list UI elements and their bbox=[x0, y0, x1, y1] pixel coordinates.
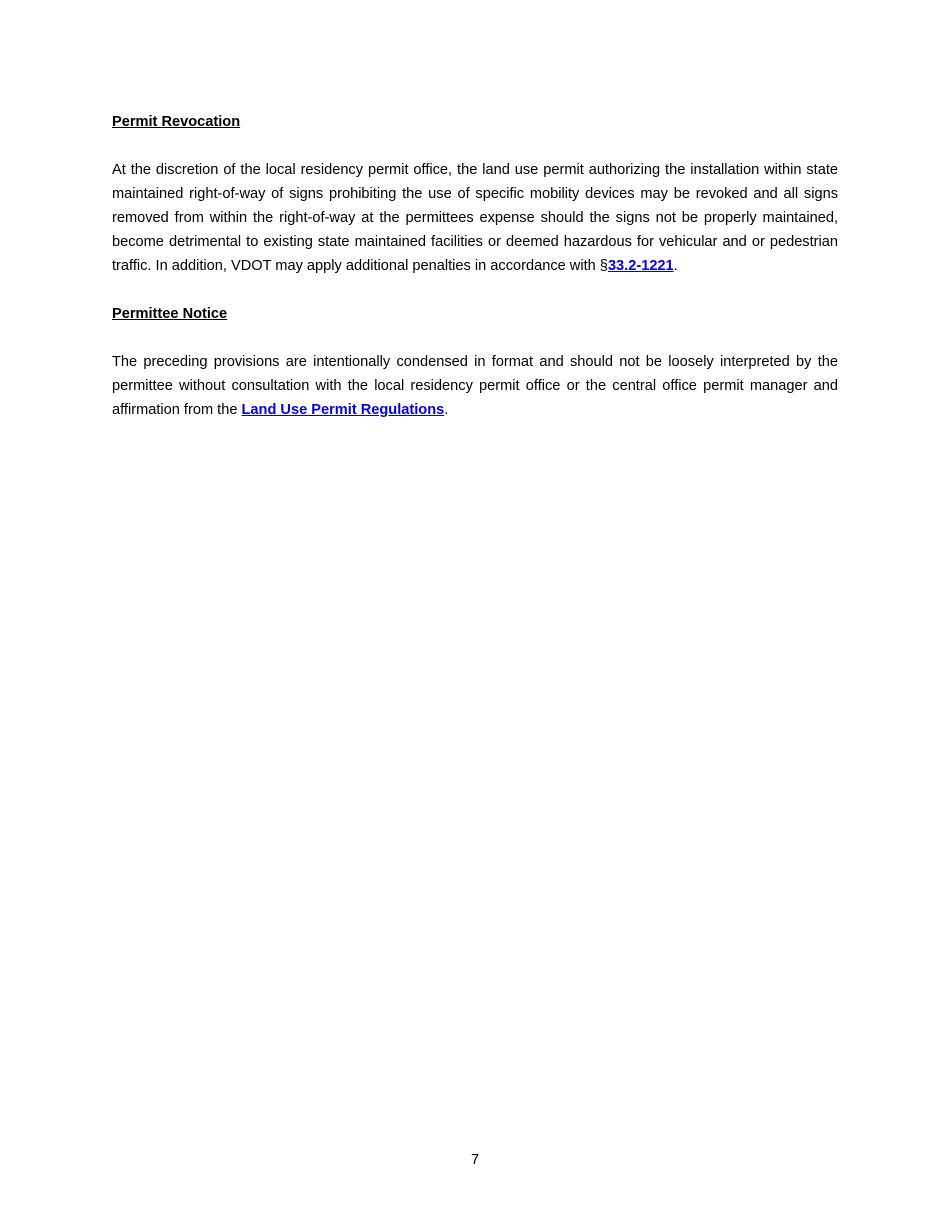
page-number: 7 bbox=[470, 1152, 480, 1168]
land-use-regulations-link[interactable]: Land Use Permit Regulations bbox=[241, 402, 445, 418]
paragraph-text-end: . bbox=[673, 258, 678, 274]
section-heading-permit-revocation: Permit Revocation bbox=[112, 114, 241, 130]
code-section-link[interactable]: 33.2-1221 bbox=[607, 258, 674, 274]
paragraph-text: At the discretion of the local residency permit office, the land use permit authorizing the installation within state maintained right-of-way of signs prohibiting the use of specific mobility devices may be revoked and all signs removed from within the right-of-way at the permittees expense should the signs not be properly maintained, become detrimental to existing state maintained facilities or deemed hazardous for vehicular and or pedestrian traffic. In addition, VDOT may apply additional penalties in accordance with § bbox=[112, 162, 838, 274]
paragraph-text: The preceding provisions are intentionally condensed in format and should not be loosely interpreted by the permittee without consultation with the local residency permit office or the central office permit manager and affirmation from the bbox=[112, 354, 838, 418]
section-heading-permittee-notice: Permittee Notice bbox=[112, 306, 228, 322]
document-body bbox=[112, 110, 838, 446]
paragraph-permittee-notice bbox=[112, 350, 838, 422]
paragraph-text-end: . bbox=[444, 402, 449, 418]
paragraph-permit-revocation bbox=[112, 158, 838, 278]
